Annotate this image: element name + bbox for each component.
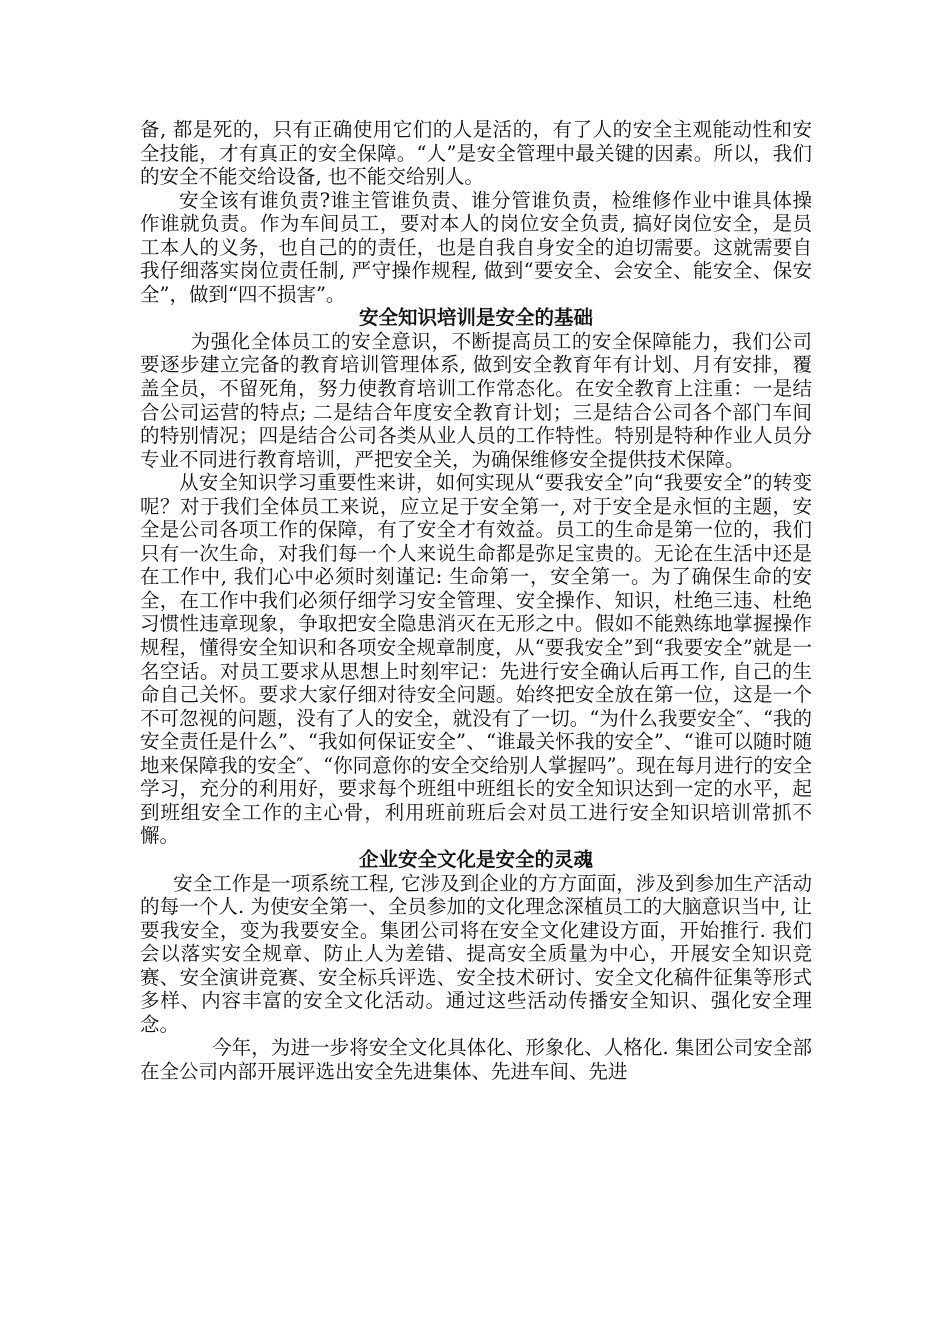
body-paragraph: 为强化全体员工的安全意识，不断提高员工的安全保障能力，我们公司要逐步建立完备的教育培训管理体系, 做到安全教育年有计划、月有安排，覆盖全员，不留死角，努力使教育培训工作常态化。在安全教育上注重：一是结合公司运营的特点; 二是结合年度安全教育计划；三是结合公司各个部门车间的特别情况；四是结合公司各类从业人员的工作特性。特别是特种作业人员分专业不同进行教育培训，严把安全关，为确保维修安全提供技术保障。 xyxy=(140,329,812,471)
body-paragraph: 安全工作是一项系统工程, 它涉及到企业的方方面面，涉及到参加生产活动的每一个人. 为使安全第一、全员参加的文化理念深植员工的大脑意识当中, 让要我安全，变为我要安全。集团公司将在安全文化建设方面，开始推行. 我们会以落实安全规章、防止人为差错、提高安全质量为中心，开展安全知识竞赛、安全演讲竞赛、安全标兵评选、安全技术研讨、安全文化稿件征集等形式多样、内容丰富的安全文化活动。通过这些活动传播安全知识、强化安全理念。 xyxy=(140,871,812,1036)
section-heading: 安全知识培训是安全的基础 xyxy=(358,306,593,330)
body-paragraph: 今年，为进一步将安全文化具体化、形象化、人格化. 集团公司安全部在全公司内部开展评选出安全先进集体、先进车间、先进 xyxy=(140,1036,812,1083)
body-paragraph: 安全该有谁负责?谁主管谁负责、谁分管谁负责，检维修作业中谁具体操作谁就负责。作为车间员工，要对本人的岗位安全负责, 搞好岗位安全，是员工本人的义务，也自己的的责任，也是自我自身安全的迫切需要。这就需要自我仔细落实岗位责任制, 严守操作规程, 做到“要安全、会安全、能安全、保安全”，做到“四不损害”。 xyxy=(140,188,812,306)
body-paragraph: 从安全知识学习重要性来讲，如何实现从“要我安全”向“我要安全”的转变呢？对于我们全体员工来说，应立足于安全第一, 对于安全是永恒的主题，安全是公司各项工作的保障，有了安全才有效益。员工的生命是第一位的，我们只有一次生命，对我们每一个人来说生命都是弥足宝贵的。无论在生活中还是在工作中, 我们心中必须时刻谨记: 生命第一，安全第一。为了确保生命的安全，在工作中我们必须仔细学习安全管理、安全操作、知识，杜绝三违、杜绝习惯性违章现象，争取把安全隐患消灭在无形之中。假如不能熟练地掌握操作规程，懂得安全知识和各项安全规章制度，从“要我安全”到“我要安全”就是一名空话。对员工要求从思想上时刻牢记：先进行安全确认后再工作, 自己的生命自己关怀。要求大家仔细对待安全问题。始终把安全放在第一位，这是一个不可忽视的问题，没有了人的安全，就没有了一切。“为什么我要安全″、“我的安全责任是什么”、“我如何保证安全”、“谁最关怀我的安全”、“谁可以随时随地来保障我的安全″、“你同意你的安全交给别人掌握吗”。现在每月进行的安全学习，充分的利用好，要求每个班组中班组长的安全知识达到一定的水平，起到班组安全工作的主心骨，利用班前班后会对员工进行安全知识培训常抓不懈。 xyxy=(140,471,812,848)
body-paragraph: 备, 都是死的，只有正确使用它们的人是活的，有了人的安全主观能动性和安全技能，才有真正的安全保障。“人”是安全管理中最关键的因素。所以，我们的安全不能交给设备, 也不能交给别人。 xyxy=(140,118,812,189)
section-heading: 企业安全文化是安全的灵魂 xyxy=(358,847,593,871)
document-page xyxy=(140,118,812,1083)
